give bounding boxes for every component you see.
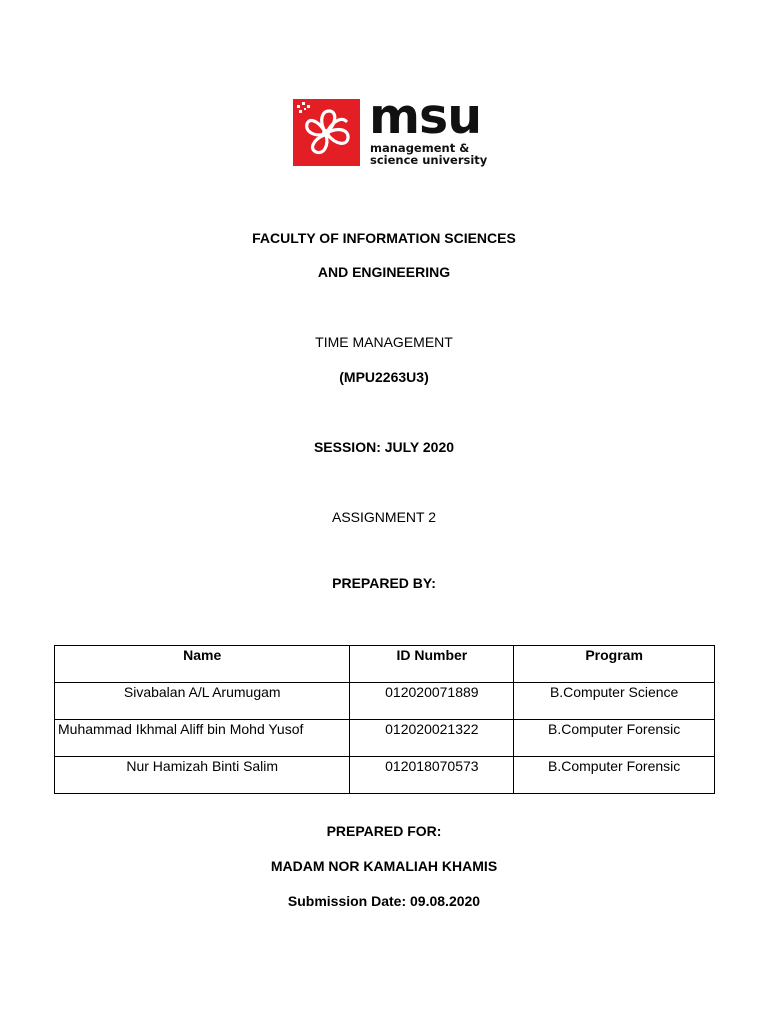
submission-date: Submission Date: 09.08.2020 <box>287 893 481 909</box>
table-row <box>55 720 715 757</box>
logo-subtitle <box>370 142 487 166</box>
member-program: B.Computer Forensic <box>514 757 715 794</box>
faculty-line-2: AND ENGINEERING <box>317 264 451 280</box>
member-name: Muhammad Ikhmal Aliff bin Mohd Yusof <box>55 720 350 757</box>
faculty-line-1: FACULTY OF INFORMATION SCIENCES <box>252 230 516 246</box>
course-code: (MPU2263U3) <box>339 369 429 385</box>
member-id: 012020021322 <box>350 720 514 757</box>
msu-logo <box>293 88 493 169</box>
member-name: Sivabalan A/L Arumugam <box>55 683 350 720</box>
team-members-table <box>54 645 715 794</box>
logo-subtitle-line1: management & <box>370 141 470 155</box>
logo-wordmark: msu <box>369 88 482 145</box>
member-name: Nur Hamizah Binti Salim <box>55 757 350 794</box>
member-program: B.Computer Forensic <box>514 720 715 757</box>
logo-subtitle-line2: science university <box>370 153 488 167</box>
lecturer-name: MADAM NOR KAMALIAH KHAMIS <box>270 858 498 874</box>
header-program: Program <box>514 646 715 683</box>
header-id-number: ID Number <box>350 646 514 683</box>
header-name: Name <box>55 646 350 683</box>
table-row <box>55 683 715 720</box>
table-row <box>55 757 715 794</box>
member-id: 012020071889 <box>350 683 514 720</box>
prepared-for-label: PREPARED FOR: <box>326 823 442 839</box>
assignment-title: ASSIGNMENT 2 <box>332 509 436 525</box>
hibiscus-flower-icon <box>293 99 360 166</box>
course-title: TIME MANAGEMENT <box>315 334 453 350</box>
table-header-row <box>55 646 715 683</box>
member-program: B.Computer Science <box>514 683 715 720</box>
member-id: 012018070573 <box>350 757 514 794</box>
session: SESSION: JULY 2020 <box>313 439 455 455</box>
prepared-by-label: PREPARED BY: <box>332 575 436 591</box>
